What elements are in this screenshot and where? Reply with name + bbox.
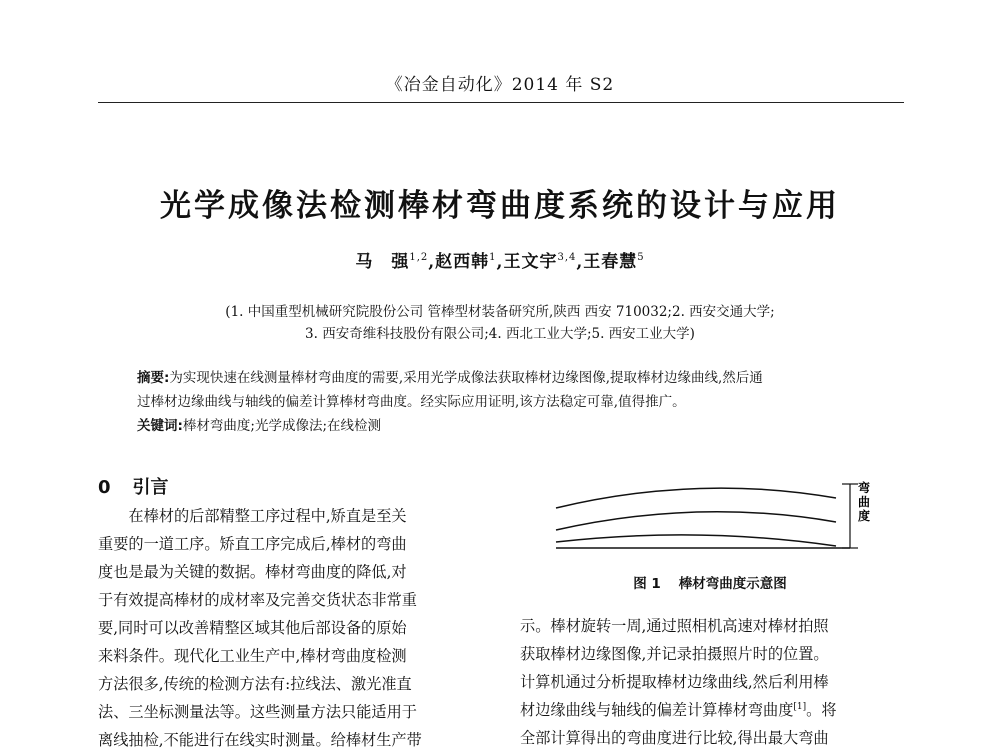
author-affiliation-sup: 3,4 (557, 252, 577, 263)
body-line: 方法很多,传统的检测方法有:拉线法、激光准直 (98, 675, 412, 693)
keywords-text: 棒材弯曲度;光学成像法;在线检测 (182, 418, 382, 434)
author-separator: , (576, 252, 584, 272)
body-line: 在棒材的后部精整工序过程中,矫直是至关 (98, 507, 407, 525)
section-heading (98, 473, 169, 499)
body-line: 获取棒材边缘图像,并记录拍摄照片时的位置。 (520, 645, 829, 663)
author-affiliation-sup: 1 (489, 252, 497, 263)
abstract-label: 摘要: (137, 370, 170, 386)
figure-label-char: 度 (858, 509, 871, 523)
author-separator: , (428, 252, 436, 272)
figure-label-char: 弯 (858, 481, 871, 495)
body-text: 材边缘曲线与轴线的偏差计算棒材弯曲度 (520, 701, 794, 719)
body-line: 于有效提高棒材的成材率及完善交货状态非常重 (98, 591, 417, 609)
section-title: 引言 (132, 477, 169, 498)
bar-upper-edge (556, 488, 836, 508)
author-name: 王春慧 (583, 252, 638, 272)
author-list (0, 247, 1000, 272)
abstract-text: 为实现快速在线测量棒材弯曲度的需要,采用光学成像法获取棒材边缘图像,提取棒材边缘曲线,然后通 (169, 370, 763, 386)
body-line: 计算机通过分析提取棒材边缘曲线,然后利用棒 (520, 673, 829, 691)
citation-marker: [1] (793, 702, 807, 712)
body-line: 要,同时可以改善精整区域其他后部设备的原始 (98, 619, 407, 637)
author-name: 王文宇 (503, 252, 558, 272)
body-line: 度也是最为关键的数据。棒材弯曲度的降低,对 (98, 563, 407, 581)
body-line: 来料条件。现代化工业生产中,棒材弯曲度检测 (98, 647, 407, 665)
author-affiliation-sup: 1,2 (409, 252, 429, 263)
author-separator: , (496, 252, 504, 272)
body-line: 全部计算得出的弯曲度进行比较,得出最大弯曲 (520, 729, 829, 747)
journal-header: 《冶金自动化》2014 年 S2 (385, 75, 615, 95)
author-affiliation-sup: 5 (637, 252, 645, 263)
bar-middle-edge (556, 512, 836, 530)
abstract-line: 过棒材边缘曲线与轴线的偏差计算棒材弯曲度。经实际应用证明,该方法稳定可靠,值得推广。 (137, 394, 686, 410)
affiliation-line: 3. 西安奇维科技股份有限公司;4. 西北工业大学;5. 西安工业大学) (305, 326, 695, 342)
keywords-label: 关键词: (137, 418, 183, 434)
body-line (520, 699, 837, 720)
section-number: 0 (98, 477, 111, 498)
body-text: 。将 (806, 701, 837, 719)
keywords-line (137, 414, 381, 434)
author-name: 马 强 (355, 252, 410, 272)
author-name: 赵西韩 (435, 252, 490, 272)
header-rule (98, 102, 904, 103)
body-line: 示。棒材旋转一周,通过照相机高速对棒材拍照 (520, 617, 829, 635)
bar-lower-edge (556, 535, 836, 546)
body-line: 重要的一道工序。矫直工序完成后,棒材的弯曲 (98, 535, 407, 553)
figure-caption (520, 572, 900, 592)
abstract-line (137, 366, 763, 386)
figure-label-char: 曲 (858, 495, 871, 509)
affiliation-line: (1. 中国重型机械研究院股份公司 管棒型材装备研究所,陕西 西安 710032;2. 西安交通大学; (225, 304, 775, 320)
figure-caption-text: 棒材弯曲度示意图 (678, 576, 787, 592)
figure-bending-diagram (548, 472, 871, 562)
body-line: 离线抽检,不能进行在线实时测量。给棒材生产带 (98, 731, 422, 749)
figure-number: 图 1 (633, 576, 661, 592)
paper-title: 光学成像法检测棒材弯曲度系统的设计与应用 (160, 188, 840, 224)
body-line: 法、三坐标测量法等。这些测量方法只能适用于 (98, 703, 417, 721)
